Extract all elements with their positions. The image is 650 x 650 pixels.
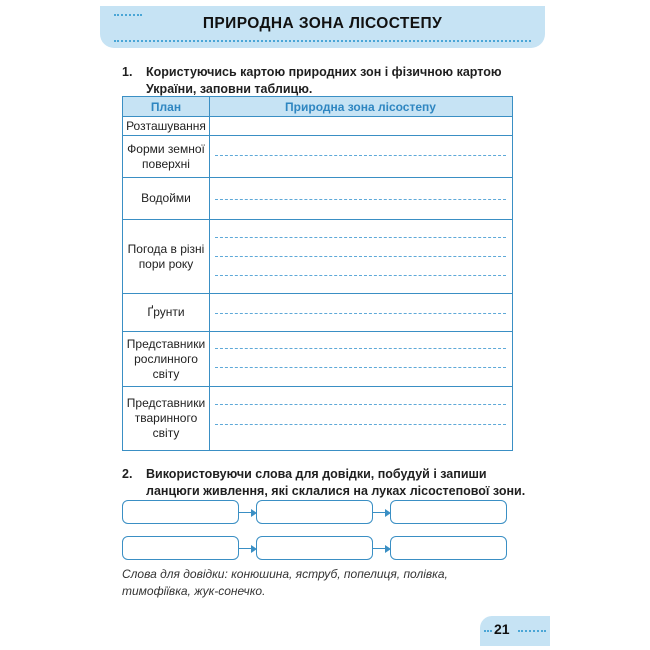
arrow-right-icon	[239, 512, 255, 513]
answer-line	[215, 424, 506, 425]
answer-line	[215, 367, 506, 368]
table-row	[123, 136, 512, 178]
answer-cell[interactable]	[209, 220, 512, 293]
chain-box[interactable]	[390, 500, 507, 524]
table-row	[123, 387, 512, 450]
answer-line	[215, 404, 506, 405]
row-label: Розташування	[126, 118, 206, 133]
row-label: Представники тваринного світу	[126, 396, 206, 440]
answer-cell[interactable]	[209, 387, 512, 450]
task-instruction: Використовуючи слова для довідки, побудуй і запиши ланцюги живлення, які склалися на луках лісостепової зони.	[146, 467, 526, 498]
table-row	[123, 178, 512, 220]
answer-line	[215, 155, 506, 156]
answer-cell[interactable]	[209, 136, 512, 177]
task-1	[122, 64, 522, 100]
decorative-dots	[484, 630, 492, 632]
chain-box[interactable]	[256, 536, 373, 560]
decorative-dots	[114, 40, 531, 42]
header-plan: План	[150, 100, 182, 114]
row-label: Погода в різні пори року	[127, 241, 205, 271]
title-banner	[100, 6, 545, 48]
answer-line	[215, 275, 506, 276]
task-number: 1.	[122, 65, 133, 79]
reference-words: Слова для довідки: конюшина, яструб, попелиця, полівка, тимофіївка, жук-сонечко.	[122, 567, 448, 598]
table-row	[123, 332, 512, 387]
row-label: Ґрунти	[147, 305, 185, 319]
page-title: ПРИРОДНА ЗОНА ЛІСОСТЕПУ	[202, 15, 443, 32]
chain-box[interactable]	[390, 536, 507, 560]
arrow-right-icon	[373, 548, 389, 549]
page-number-badge	[480, 616, 550, 646]
decorative-dots	[518, 630, 546, 632]
answer-cell[interactable]	[209, 117, 512, 135]
answer-line	[215, 256, 506, 257]
answer-line	[215, 199, 506, 200]
table-row	[123, 117, 512, 136]
answer-line	[215, 237, 506, 238]
decorative-dots	[114, 14, 142, 16]
arrow-right-icon	[373, 512, 389, 513]
chain-box[interactable]	[122, 536, 239, 560]
header-zone: Природна зона лісостепу	[285, 100, 436, 114]
row-label: Водойми	[141, 191, 191, 205]
zone-table	[122, 96, 513, 451]
task-number: 2.	[122, 467, 133, 481]
answer-cell[interactable]	[209, 332, 512, 386]
chain-box[interactable]	[256, 500, 373, 524]
row-label: Форми земної поверхні	[127, 141, 205, 171]
arrow-right-icon	[239, 548, 255, 549]
table-row	[123, 294, 512, 332]
answer-line	[215, 313, 506, 314]
task-instruction: Користуючись картою природних зон і фізичною картою України, заповни таблицю.	[146, 65, 502, 96]
chain-box[interactable]	[122, 500, 239, 524]
table-row	[123, 220, 512, 294]
answer-cell[interactable]	[209, 178, 512, 219]
table-header	[123, 97, 512, 117]
answer-cell[interactable]	[209, 294, 512, 331]
row-label: Представники рослинного світу	[126, 336, 206, 381]
task-2	[122, 466, 526, 502]
answer-line	[215, 348, 506, 349]
page-number: 21	[494, 621, 510, 637]
